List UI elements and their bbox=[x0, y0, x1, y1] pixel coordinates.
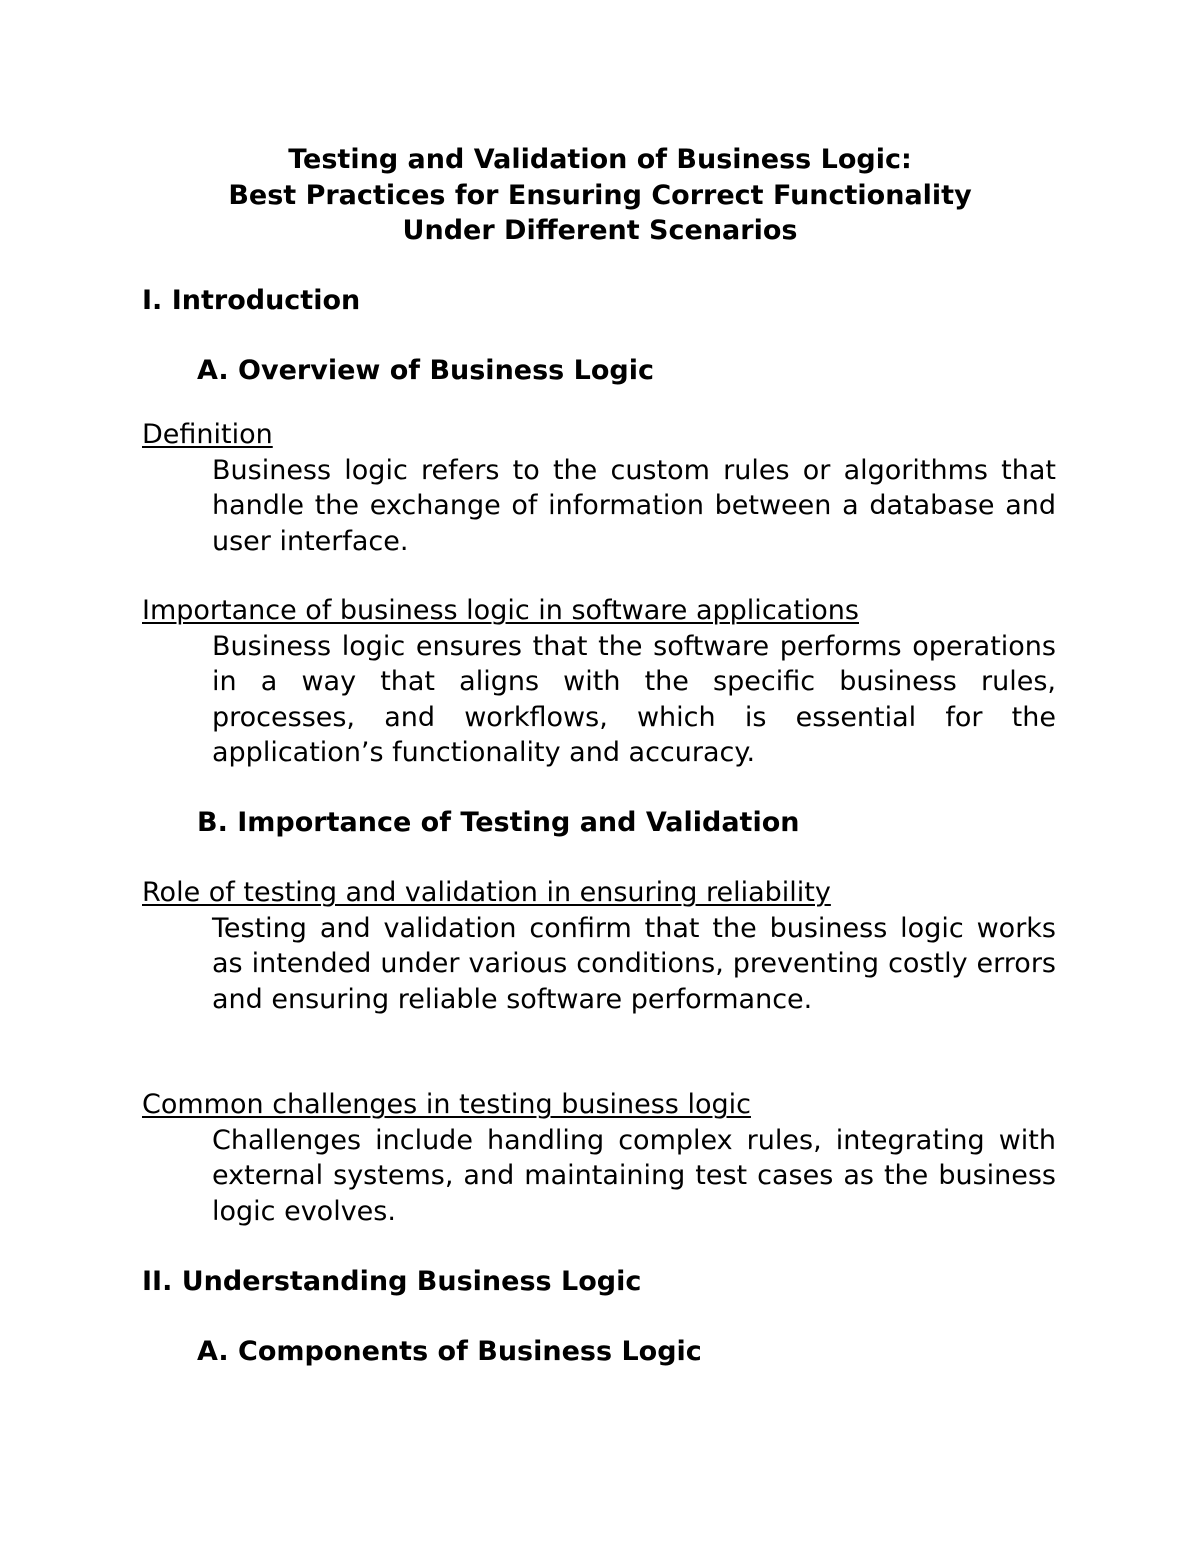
importance-business-logic-label: Importance of business logic in software applications bbox=[142, 595, 859, 626]
challenges-paragraph: Challenges include handling complex rules, integrating with external systems, and maintaining test cases as the business logic evolves. bbox=[212, 1125, 1056, 1227]
subsection-heading-components: A. Components of Business Logic bbox=[197, 1336, 702, 1367]
role-testing-paragraph: Testing and validation confirm that the business logic works as intended under various conditions, preventing costly errors and ensuring reliable software performance. bbox=[212, 913, 1056, 1015]
subsection-heading-overview: A. Overview of Business Logic bbox=[197, 355, 654, 386]
subsection-heading-testing-validation: B. Importance of Testing and Validation bbox=[197, 807, 800, 838]
title-line-2: Best Practices for Ensuring Correct Functionality bbox=[228, 179, 972, 211]
title-line-3: Under Different Scenarios bbox=[402, 215, 798, 246]
role-testing-label: Role of testing and validation in ensuring reliability bbox=[142, 877, 831, 908]
section-heading-understanding: II. Understanding Business Logic bbox=[142, 1266, 642, 1297]
challenges-label: Common challenges in testing business logic bbox=[142, 1089, 751, 1120]
section-heading-introduction: I. Introduction bbox=[142, 285, 361, 316]
title-line-1: Testing and Validation of Business Logic: bbox=[288, 144, 912, 175]
document-title bbox=[0, 142, 1200, 249]
definition-paragraph: Business logic refers to the custom rules or algorithms that handle the exchange of information between a database and user interface. bbox=[212, 455, 1056, 557]
definition-label: Definition bbox=[142, 419, 273, 450]
importance-business-logic-paragraph: Business logic ensures that the software performs operations in a way that aligns with the specific business rules, processes, and workflows, which is essential for the application’s functionality and accuracy. bbox=[212, 631, 1056, 768]
